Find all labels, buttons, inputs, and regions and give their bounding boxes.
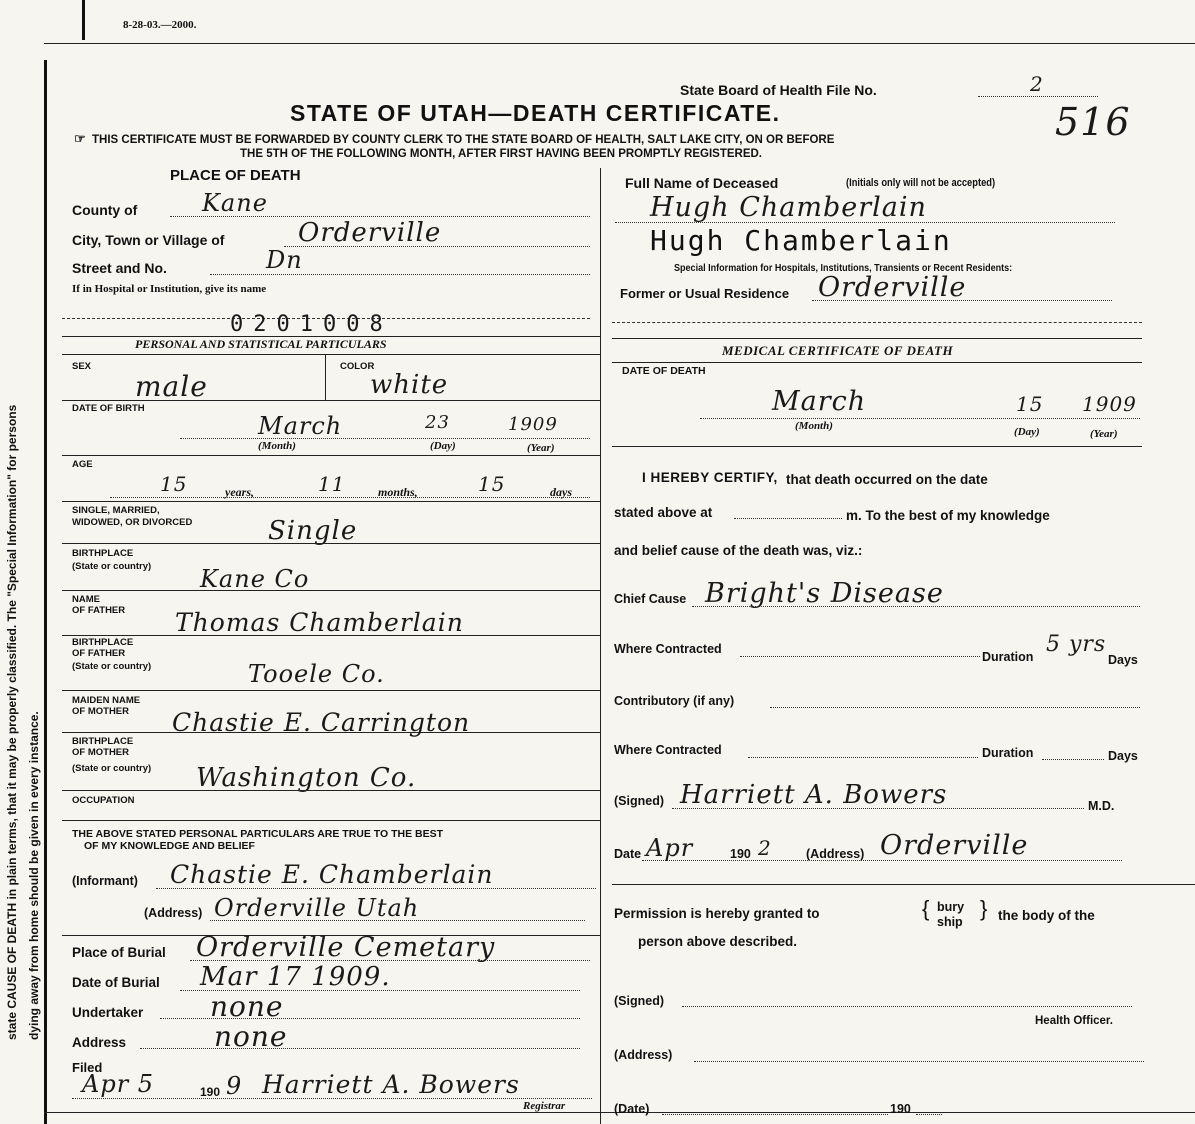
side-instruction-text-2: dying away from home should be given in every instance. bbox=[27, 711, 41, 1040]
occupation-row-line bbox=[62, 820, 600, 821]
filed-year-suffix: 9 bbox=[226, 1072, 243, 1100]
deceased-name-handwritten: Hugh Chamberlain bbox=[650, 192, 927, 223]
burial-address-line bbox=[140, 1048, 580, 1049]
chief-cause-value: Bright's Disease bbox=[705, 578, 944, 609]
age-years-word: years, bbox=[225, 485, 254, 499]
mother-bp-value: Washington Co. bbox=[196, 763, 417, 793]
physician-signed-line bbox=[672, 808, 1084, 809]
chief-cause-label: Chief Cause bbox=[614, 592, 687, 606]
informant-line bbox=[156, 888, 596, 889]
age-row-line bbox=[62, 501, 600, 502]
undertaker-value: none bbox=[210, 990, 284, 1023]
deceased-label: Full Name of Deceased bbox=[625, 175, 779, 191]
med-address-label: (Address) bbox=[806, 847, 865, 861]
burial-place-value: Orderville Cemetary bbox=[196, 932, 496, 963]
permit-date-year-line bbox=[916, 1114, 942, 1115]
instruction-line-2: THE 5TH OF THE FOLLOWING MONTH, AFTER FIRST HAVING BEEN PROMPTLY REGISTERED. bbox=[240, 148, 762, 160]
mother-row-line bbox=[62, 732, 600, 733]
mother-label-2: OF MOTHER bbox=[72, 706, 129, 717]
certify-line-3: and belief cause of the death was, viz.: bbox=[614, 543, 863, 558]
place-heading: PLACE OF DEATH bbox=[170, 167, 301, 184]
street-label: Street and No. bbox=[72, 260, 167, 276]
dob-label: DATE OF BIRTH bbox=[72, 403, 145, 414]
residence-value: Orderville bbox=[818, 272, 967, 303]
physician-signed-value: Harriett A. Bowers bbox=[680, 780, 948, 810]
officer-label: Health Officer. bbox=[1035, 1015, 1113, 1027]
permit-text-c: person above described. bbox=[638, 934, 798, 949]
permit-address-line bbox=[694, 1061, 1144, 1062]
where-contracted-line bbox=[740, 656, 980, 657]
filed-label: Filed bbox=[72, 1060, 103, 1075]
medical-top-line bbox=[612, 338, 1142, 339]
permit-ship: ship bbox=[937, 915, 963, 929]
undertaker-label: Undertaker bbox=[72, 1005, 144, 1020]
occupation-label: OCCUPATION bbox=[72, 795, 135, 806]
mother-bp-label-2: OF MOTHER bbox=[72, 747, 129, 758]
contributory-label: Contributory (if any) bbox=[614, 694, 735, 708]
dob-line bbox=[180, 438, 590, 439]
deceased-name-printed: Hugh Chamberlain bbox=[650, 224, 952, 257]
contributory-line bbox=[770, 707, 1140, 708]
county-label: County of bbox=[72, 202, 138, 218]
dod-label: DATE OF DEATH bbox=[622, 365, 706, 377]
informant-address-value: Orderville Utah bbox=[214, 894, 420, 922]
certify-bold: I HEREBY CERTIFY, bbox=[642, 470, 778, 485]
father-value: Thomas Chamberlain bbox=[175, 608, 464, 637]
top-left-rule bbox=[82, 0, 85, 40]
chief-cause-line bbox=[692, 606, 1140, 607]
registrar-value: Harriett A. Bowers bbox=[262, 1070, 520, 1099]
permit-brace-right: } bbox=[980, 896, 988, 921]
father-bp-label-3: (State or country) bbox=[72, 661, 152, 672]
burial-address-label: Address bbox=[72, 1035, 127, 1050]
dob-year: 1909 bbox=[508, 414, 558, 435]
birthplace-row-line bbox=[62, 590, 600, 591]
father-row-line bbox=[62, 635, 600, 636]
officer-signed-line bbox=[682, 1006, 1132, 1007]
where-contracted-label: Where Contracted bbox=[614, 642, 722, 656]
birthplace-value: Kane Co bbox=[200, 565, 310, 593]
street-value: Dn bbox=[266, 246, 303, 274]
md-label: M.D. bbox=[1088, 799, 1115, 813]
age-line bbox=[110, 497, 590, 498]
duration-2-label: Duration bbox=[982, 746, 1034, 760]
mother-label-1: MAIDEN NAME bbox=[72, 695, 141, 706]
med-date-line bbox=[642, 860, 1122, 861]
mother-bp-label-3: (State or country) bbox=[72, 763, 152, 774]
mother-value: Chastie E. Carrington bbox=[172, 708, 471, 737]
marital-label-2: WIDOWED, OR DIVORCED bbox=[72, 517, 193, 528]
residence-extra-line bbox=[612, 322, 1142, 323]
permit-top-line bbox=[612, 884, 1195, 885]
color-label: COLOR bbox=[340, 361, 375, 372]
permit-date-line bbox=[662, 1114, 888, 1115]
mother-bp-label-1: BIRTHPLACE bbox=[72, 736, 134, 747]
top-frame-line bbox=[44, 43, 1195, 44]
dob-day: 23 bbox=[425, 412, 450, 433]
county-value: Kane bbox=[202, 189, 268, 217]
dob-month-caption: (Month) bbox=[258, 440, 296, 452]
certify-time-line bbox=[734, 518, 842, 519]
marital-row-line bbox=[62, 543, 600, 544]
med-date-year-prefix: 190 bbox=[730, 847, 751, 861]
age-label: AGE bbox=[72, 459, 93, 470]
certify-line-2a: stated above at bbox=[614, 505, 713, 520]
burial-place-label: Place of Burial bbox=[72, 945, 166, 960]
deceased-name-line bbox=[615, 222, 1115, 223]
city-value: Orderville bbox=[298, 218, 442, 248]
file-no-value: 2 bbox=[1030, 72, 1044, 96]
dod-month-caption: (Month) bbox=[795, 420, 833, 432]
birthplace-label: BIRTHPLACE bbox=[72, 548, 134, 559]
filed-year-prefix: 190 bbox=[200, 1085, 221, 1099]
med-date-label: Date bbox=[614, 847, 642, 861]
permit-text-b: the body of the bbox=[998, 908, 1095, 923]
med-address-value: Orderville bbox=[880, 830, 1029, 861]
marital-label-1: SINGLE, MARRIED, bbox=[72, 505, 160, 516]
officer-signed-label: (Signed) bbox=[614, 994, 664, 1008]
dob-day-caption: (Day) bbox=[430, 440, 456, 452]
informant-address-label: (Address) bbox=[144, 906, 203, 920]
attest-line-2: OF MY KNOWLEDGE AND BELIEF bbox=[84, 840, 255, 852]
informant-address-line bbox=[210, 920, 585, 921]
hospital-label: If in Hospital or Institution, give its name bbox=[72, 283, 267, 295]
filed-month: Apr 5 bbox=[82, 1070, 155, 1098]
sex-value: male bbox=[135, 370, 208, 403]
sex-color-divider bbox=[325, 354, 326, 400]
permit-address-label: (Address) bbox=[614, 1048, 673, 1062]
dod-day-caption: (Day) bbox=[1014, 426, 1040, 438]
certify-line-2b: m. To the best of my knowledge bbox=[846, 508, 1050, 523]
permit-bury: bury bbox=[937, 900, 965, 914]
med-date-value: Apr bbox=[646, 834, 694, 862]
street-line bbox=[210, 274, 590, 275]
special-info-label: Special Information for Hospitals, Institutions, Transients or Recent Residents: bbox=[674, 262, 1013, 274]
hand-pointer-icon: ☞ bbox=[74, 131, 86, 146]
form-code: 8-28-03.—2000. bbox=[123, 19, 197, 31]
registrar-label: Registrar bbox=[523, 1100, 566, 1112]
where-contracted-2-label: Where Contracted bbox=[614, 743, 722, 757]
duration-value: 5 yrs bbox=[1046, 632, 1107, 657]
dod-line bbox=[700, 418, 1140, 419]
father-bp-label-2: OF FATHER bbox=[72, 648, 126, 659]
attest-line-1: THE ABOVE STATED PERSONAL PARTICULARS ARE TRUE TO THE BEST bbox=[72, 828, 444, 840]
dob-year-caption: (Year) bbox=[527, 442, 555, 454]
father-bp-label-1: BIRTHPLACE bbox=[72, 637, 134, 648]
mother-bp-row-line bbox=[62, 790, 600, 791]
dob-month: March bbox=[258, 412, 343, 440]
days-label: Days bbox=[1108, 653, 1138, 667]
burial-address-value: none bbox=[214, 1020, 288, 1053]
permit-text-a: Permission is hereby granted to bbox=[614, 906, 820, 921]
duration-2-line bbox=[1042, 759, 1104, 760]
permit-brace-left: { bbox=[922, 896, 930, 921]
informant-value: Chastie E. Chamberlain bbox=[170, 860, 494, 889]
dod-year: 1909 bbox=[1082, 392, 1137, 416]
days-2-label: Days bbox=[1108, 749, 1138, 763]
where-contracted-2-line bbox=[748, 757, 978, 758]
age-years: 15 bbox=[160, 472, 188, 496]
filed-line bbox=[72, 1098, 592, 1099]
sex-label: SEX bbox=[72, 361, 92, 372]
permit-date-year: 190 bbox=[890, 1102, 911, 1116]
city-label: City, Town or Village of bbox=[72, 232, 225, 248]
center-divider bbox=[600, 168, 601, 1124]
permit-date-label: (Date) bbox=[614, 1102, 650, 1116]
dod-year-caption: (Year) bbox=[1090, 428, 1118, 440]
stamp-number: 516 bbox=[1055, 100, 1131, 144]
dod-day: 15 bbox=[1016, 392, 1044, 416]
residence-line bbox=[812, 300, 1112, 301]
father-label-1: NAME bbox=[72, 594, 100, 605]
physician-signed-label: (Signed) bbox=[614, 794, 664, 808]
age-months-word: months, bbox=[378, 485, 418, 499]
burial-date-value: Mar 17 1909. bbox=[200, 962, 391, 992]
age-days-word: days bbox=[550, 485, 572, 499]
dod-month: March bbox=[772, 386, 867, 417]
certify-rest: that death occurred on the date bbox=[786, 472, 988, 487]
birthplace-sub: (State or country) bbox=[72, 561, 152, 572]
undertaker-line bbox=[160, 1018, 580, 1019]
med-date-year-suffix: 2 bbox=[758, 836, 772, 860]
personal-heading: PERSONAL AND STATISTICAL PARTICULARS bbox=[135, 337, 387, 351]
instruction-line-1: THIS CERTIFICATE MUST BE FORWARDED BY COUNTY CLERK TO THE STATE BOARD OF HEALTH, SALT LAKE CITY, ON OR BEFORE bbox=[92, 134, 835, 146]
age-days: 15 bbox=[478, 472, 506, 496]
dob-row-line bbox=[62, 455, 600, 456]
deceased-label-note: (Initials only will not be accepted) bbox=[846, 177, 996, 189]
side-instruction-text-1: state CAUSE OF DEATH in plain terms, that it may be properly classified. The "Special Information" for persons bbox=[5, 404, 19, 1040]
personal-head-line bbox=[62, 354, 600, 355]
father-bp-row-line bbox=[62, 690, 600, 691]
burial-date-label: Date of Burial bbox=[72, 975, 160, 990]
file-no-label: State Board of Health File No. bbox=[680, 82, 877, 98]
dod-bottom-line bbox=[612, 446, 1142, 447]
medical-heading: MEDICAL CERTIFICATE OF DEATH bbox=[722, 343, 954, 358]
certificate-title: STATE OF UTAH—DEATH CERTIFICATE. bbox=[290, 100, 781, 126]
left-margin-rule bbox=[44, 60, 47, 1124]
father-bp-value: Tooele Co. bbox=[248, 660, 385, 688]
stamp-serial: 0201008 bbox=[230, 312, 393, 337]
duration-label: Duration bbox=[982, 650, 1034, 664]
file-no-line bbox=[978, 96, 1098, 97]
medical-head-line bbox=[612, 362, 1142, 363]
residence-label: Former or Usual Residence bbox=[620, 286, 790, 301]
father-label-2: OF FATHER bbox=[72, 605, 126, 616]
age-months: 11 bbox=[318, 472, 346, 496]
informant-label: (Informant) bbox=[72, 874, 138, 888]
color-value: white bbox=[370, 370, 449, 400]
sex-row-line bbox=[62, 400, 600, 401]
burial-place-line bbox=[190, 960, 590, 961]
marital-value: Single bbox=[268, 516, 358, 546]
